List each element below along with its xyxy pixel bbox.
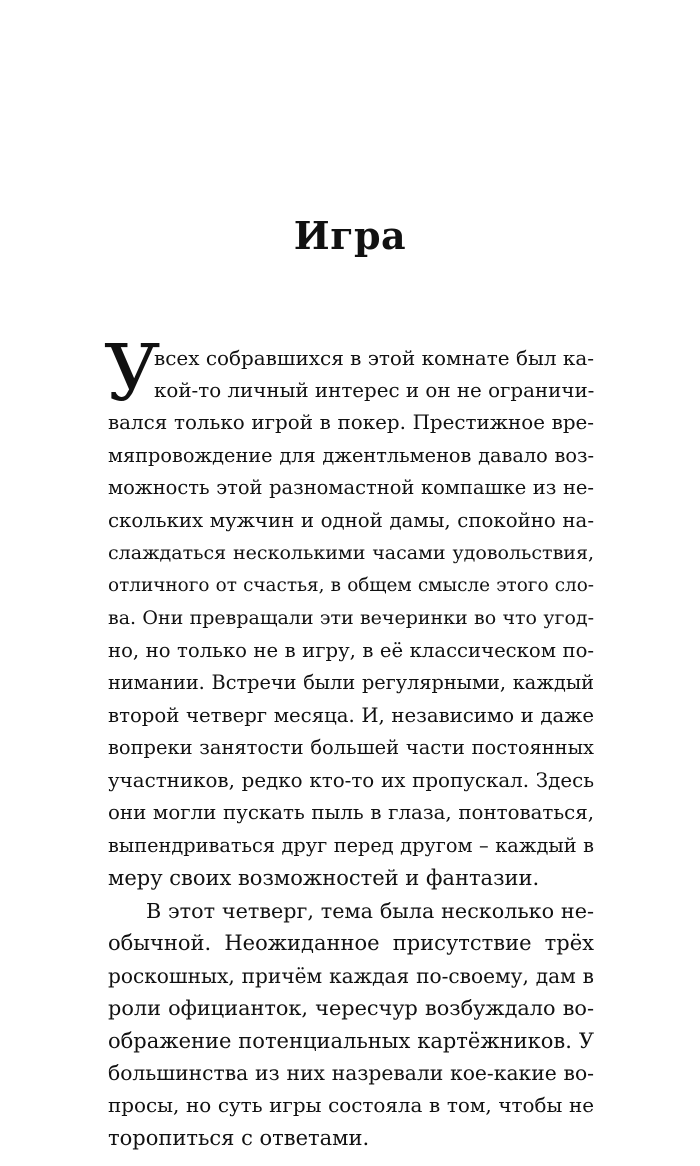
text-line: мяпровождение для джентльменов давало воз- <box>108 443 594 467</box>
text-line: нимании. Встречи были регулярными, каждый <box>108 671 594 694</box>
paragraph-1 <box>104 329 595 895</box>
text-line: просы, но суть игры состояла в том, чтобы не <box>108 1093 594 1117</box>
text-line: вался только игрой в покер. Престижное вре- <box>108 411 594 434</box>
text-line: они могли пускать пыль в глаза, понтоваться, <box>108 801 594 824</box>
text-line: скольких мужчин и одной дамы, спокойно на- <box>108 508 594 532</box>
text-line: большинства из них назревали кое-какие во- <box>108 1061 594 1085</box>
text-line: всех собравшихся в этой комнате был ка- <box>154 346 594 370</box>
chapter-title: Игра <box>293 213 407 258</box>
text-line: обычной. Неожиданное присутствие трёх <box>108 931 594 955</box>
drop-cap: У <box>104 329 161 419</box>
text-line: ва. Они превращали эти вечеринки во что угод- <box>108 607 594 629</box>
text-line: второй четверг месяца. И, независимо и даже <box>108 703 594 727</box>
text-line: участников, редко кто-то их пропускал. Здесь <box>108 768 594 792</box>
text-line: слаждаться несколькими часами удовольствия, <box>108 542 594 564</box>
text-line: выпендриваться друг перед другом – каждый в <box>108 833 594 857</box>
text-line: но, но только не в игру, в её классическом по- <box>108 638 594 662</box>
text-line: ображение потенциальных картёжников. У <box>108 1028 594 1053</box>
text-line: В этот четверг, тема была несколько не- <box>146 898 594 923</box>
chapter-body <box>104 329 595 1155</box>
text-line: можность этой разномастной компашке из не- <box>108 476 594 499</box>
text-line: вопреки занятости большей части постоянных <box>108 736 594 759</box>
text-line: кой-то личный интерес и он не ограничи- <box>154 378 595 402</box>
text-line: меру своих возможностей и фантазии. <box>108 866 540 890</box>
text-line: торопиться с ответами. <box>108 1126 370 1150</box>
paragraph-2 <box>108 895 594 1155</box>
text-line: роли официанток, чересчур возбуждало во- <box>108 996 594 1020</box>
text-line: отличного от счастья, в общем смысле этого сло- <box>108 574 594 596</box>
text-line: роскошных, причём каждая по-своему, дам в <box>108 963 594 988</box>
